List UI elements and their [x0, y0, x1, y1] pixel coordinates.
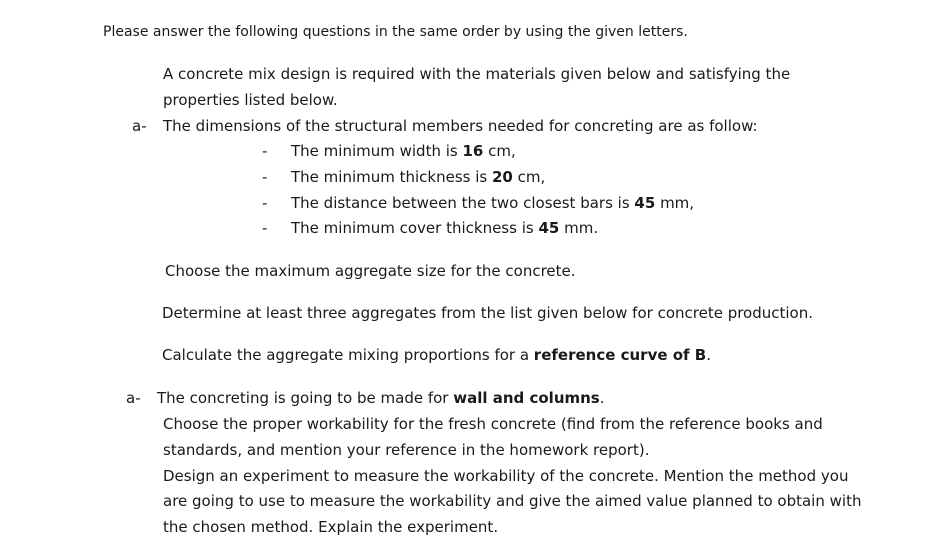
heading-text: The concreting is going to be made for — [157, 389, 454, 407]
list-bullet: - — [262, 219, 268, 237]
item-text: The minimum cover thickness is — [291, 219, 539, 237]
experiment-line-2: are going to use to measure the workability and give the aimed value planned to obtain with — [163, 492, 862, 510]
list-item — [291, 167, 545, 187]
item-text: The distance between the two closest bars is — [291, 194, 635, 212]
experiment-line-3: the chosen method. Explain the experiment. — [163, 518, 499, 536]
question-punctuation: . — [706, 346, 712, 364]
instruction-text: Please answer the following questions in the same order by using the given letters. — [103, 24, 688, 40]
item-unit: mm, — [655, 194, 695, 212]
question-aggregates: Determine at least three aggregates from the list given below for concrete production. — [162, 304, 814, 322]
list-bullet: - — [262, 168, 268, 186]
question-text: Calculate the aggregate mixing proportions for a — [162, 346, 534, 364]
intro-line-2: properties listed below. — [163, 91, 338, 109]
question-mixing-proportions — [162, 345, 711, 365]
heading-punctuation: . — [599, 389, 605, 407]
question-max-aggregate: Choose the maximum aggregate size for the concrete. — [165, 262, 576, 280]
item-value: 45 — [538, 219, 560, 237]
list-item — [291, 141, 516, 161]
item-text: The minimum thickness is — [291, 168, 492, 186]
experiment-line-1: Design an experiment to measure the workability of the concrete. Mention the method you — [163, 467, 849, 485]
item-unit: mm. — [559, 219, 599, 237]
item-text: The minimum width is — [291, 142, 463, 160]
item-value: 16 — [462, 142, 484, 160]
part-a2-heading — [157, 388, 605, 408]
part-a1-marker: a- — [132, 117, 147, 135]
workability-line-2: standards, and mention your reference in the homework report). — [163, 441, 650, 459]
question-emphasis: reference curve of B — [533, 346, 707, 364]
item-unit: cm, — [512, 168, 546, 186]
part-a1-heading: The dimensions of the structural members needed for concreting are as follow: — [163, 117, 758, 135]
heading-emphasis: wall and columns — [453, 389, 600, 407]
list-bullet: - — [262, 194, 268, 212]
workability-line-1: Choose the proper workability for the fresh concrete (find from the reference books and — [163, 415, 823, 433]
item-unit: cm, — [483, 142, 516, 160]
list-bullet: - — [262, 142, 268, 160]
item-value: 20 — [492, 168, 513, 186]
item-value: 45 — [634, 194, 656, 212]
part-a2-marker: a- — [126, 389, 141, 407]
intro-line-1: A concrete mix design is required with the materials given below and satisfying the — [163, 65, 791, 83]
list-item — [291, 193, 694, 213]
list-item — [291, 218, 598, 238]
